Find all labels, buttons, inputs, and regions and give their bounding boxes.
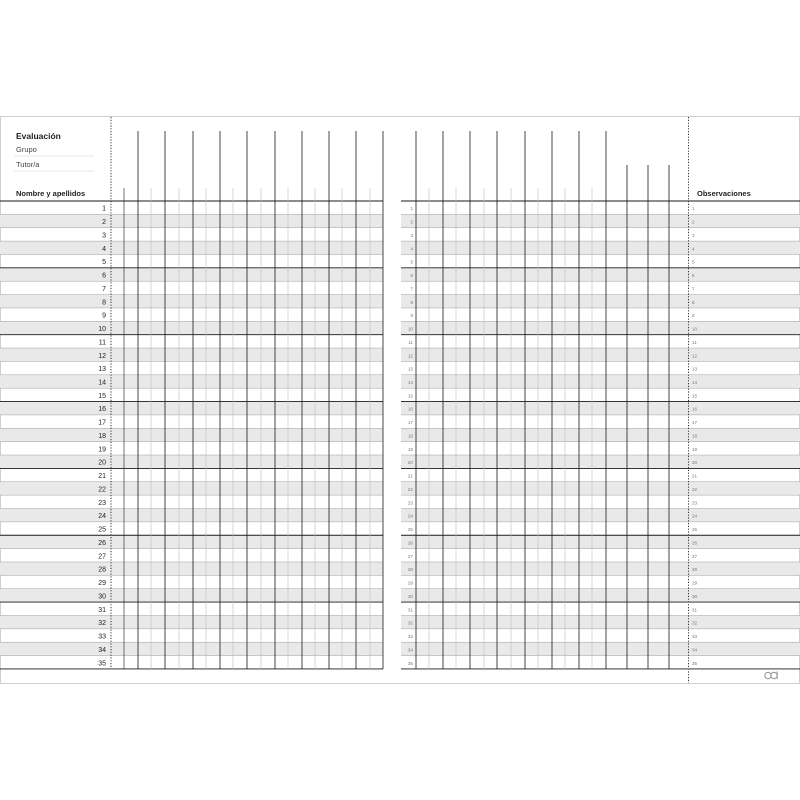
row-number-middle: 20: [407, 460, 413, 466]
row-number-observations: 11: [692, 339, 697, 345]
row-number-observations: 35: [692, 660, 698, 666]
row-number-middle: 28: [407, 567, 413, 573]
row-number-observations: 30: [692, 593, 698, 599]
row-number-left: 20: [98, 459, 106, 467]
row-stripe-right: [401, 589, 800, 602]
row-number-observations: 13: [692, 366, 698, 372]
row-stripe-left: [0, 321, 383, 334]
row-number-middle: 29: [407, 580, 413, 586]
row-stripe-right: [401, 402, 800, 415]
group-label: Grupo: [16, 145, 37, 154]
row-number-observations: 3: [692, 232, 695, 238]
row-number-left: 23: [98, 499, 106, 507]
row-number-observations: 10: [692, 326, 698, 332]
row-number-observations: 9: [692, 313, 695, 319]
page-title: Evaluación: [16, 131, 61, 141]
row-stripe-right: [401, 428, 800, 441]
row-number-observations: 16: [692, 406, 698, 412]
row-number-middle: 22: [407, 486, 413, 492]
row-number-left: 10: [98, 326, 106, 334]
row-number-middle: 13: [407, 366, 413, 372]
row-number-observations: 34: [692, 647, 698, 653]
row-stripe-right: [401, 321, 800, 334]
row-number-observations: 25: [692, 527, 698, 533]
row-number-left: 27: [98, 553, 106, 561]
row-number-observations: 2: [692, 219, 695, 225]
row-number-left: 19: [98, 446, 106, 454]
row-number-left: 14: [98, 379, 106, 387]
row-number-middle: 26: [407, 540, 413, 546]
row-stripe-right: [401, 241, 800, 254]
row-number-middle: 31: [407, 607, 413, 613]
row-stripes: [0, 214, 800, 655]
row-number-middle: 3: [410, 232, 413, 238]
row-stripe-left: [0, 642, 383, 655]
row-number-observations: 17: [692, 420, 698, 426]
row-number-left: 7: [102, 285, 106, 293]
row-number-middle: 15: [407, 393, 413, 399]
names-column-header: Nombre y apellidos: [16, 189, 86, 198]
row-number-left: 31: [98, 606, 106, 614]
row-number-middle: 7: [410, 286, 413, 292]
row-number-left: 21: [98, 473, 106, 481]
row-stripe-right: [401, 642, 800, 655]
row-number-middle: 27: [407, 553, 413, 559]
row-number-left: 33: [98, 633, 106, 641]
publisher-logo-icon: [765, 672, 777, 680]
row-stripe-right: [401, 615, 800, 628]
row-number-left: 24: [98, 513, 106, 521]
row-stripe-left: [0, 348, 383, 361]
row-stripe-right: [401, 535, 800, 548]
row-stripe-right: [401, 375, 800, 388]
row-number-left: 8: [102, 299, 106, 307]
row-stripe-left: [0, 268, 383, 281]
row-number-observations: 12: [692, 353, 698, 359]
row-number-observations: 23: [692, 500, 698, 506]
row-number-left: 18: [98, 432, 106, 440]
row-number-left: 17: [98, 419, 106, 427]
row-stripe-right: [401, 455, 800, 468]
row-number-middle: 2: [410, 219, 413, 225]
row-stripe-left: [0, 509, 383, 522]
row-number-observations: 19: [692, 446, 698, 452]
row-number-observations: 1: [692, 206, 695, 212]
row-number-middle: 18: [407, 433, 413, 439]
row-stripe-right: [401, 295, 800, 308]
row-stripe-left: [0, 214, 383, 227]
row-stripe-left: [0, 375, 383, 388]
row-number-middle: 30: [407, 593, 413, 599]
row-number-middle: 14: [407, 379, 413, 385]
row-number-middle: 1: [410, 206, 413, 212]
row-number-middle: 5: [410, 259, 413, 265]
row-stripe-right: [401, 348, 800, 361]
row-number-left: 26: [98, 539, 106, 547]
row-number-middle: 10: [407, 326, 413, 332]
row-number-observations: 26: [692, 540, 698, 546]
row-number-left: 3: [102, 232, 106, 240]
row-number-left: 25: [98, 526, 106, 534]
row-number-left: 6: [102, 272, 106, 280]
row-number-left: 35: [98, 660, 106, 668]
row-stripe-left: [0, 562, 383, 575]
row-number-observations: 4: [692, 246, 695, 252]
row-stripe-left: [0, 428, 383, 441]
row-stripe-left: [0, 455, 383, 468]
row-number-left: 15: [98, 392, 106, 400]
row-number-observations: 24: [692, 513, 698, 519]
row-number-observations: 15: [692, 393, 698, 399]
row-number-left: 28: [98, 566, 106, 574]
row-number-left: 12: [98, 352, 106, 360]
row-number-left: 2: [102, 219, 106, 227]
row-number-middle: 33: [407, 634, 413, 640]
row-number-middle: 6: [410, 273, 413, 279]
row-number-middle: 24: [407, 513, 413, 519]
row-number-middle: 9: [410, 313, 413, 319]
row-number-observations: 14: [692, 379, 698, 385]
row-number-left: 1: [102, 205, 106, 213]
row-number-middle: 25: [407, 527, 413, 533]
row-number-observations: 32: [692, 620, 698, 626]
row-number-middle: 12: [407, 353, 413, 359]
row-stripe-left: [0, 615, 383, 628]
row-number-left: 22: [98, 486, 106, 494]
row-number-middle: 34: [407, 647, 413, 653]
row-stripe-left: [0, 402, 383, 415]
row-number-middle: 35: [407, 660, 413, 666]
row-stripe-left: [0, 241, 383, 254]
row-number-observations: 21: [692, 473, 698, 479]
row-number-left: 29: [98, 580, 106, 588]
row-stripe-left: [0, 589, 383, 602]
row-stripe-right: [401, 214, 800, 227]
row-number-observations: 33: [692, 634, 698, 640]
row-number-left: 5: [102, 259, 106, 267]
row-stripe-left: [0, 295, 383, 308]
row-stripe-left: [0, 535, 383, 548]
row-number-observations: 20: [692, 460, 698, 466]
row-number-middle: 19: [407, 446, 413, 452]
row-stripe-right: [401, 482, 800, 495]
row-number-middle: 23: [407, 500, 413, 506]
row-number-observations: 18: [692, 433, 698, 439]
row-number-observations: 22: [692, 486, 698, 492]
row-number-left: 16: [98, 406, 106, 414]
row-stripe-right: [401, 562, 800, 575]
row-number-observations: 8: [692, 299, 695, 305]
row-number-middle: 8: [410, 299, 413, 305]
row-number-left: 11: [98, 339, 106, 347]
row-number-observations: 6: [692, 273, 695, 279]
row-number-observations: 7: [692, 286, 695, 292]
row-number-middle: 4: [410, 246, 413, 252]
row-number-middle: 32: [407, 620, 413, 626]
row-number-middle: 21: [407, 473, 413, 479]
row-number-middle: 11: [408, 339, 413, 345]
grid-lines: [0, 131, 800, 669]
row-number-observations: 27: [692, 553, 698, 559]
row-number-middle: 17: [407, 420, 413, 426]
observations-column-header: Observaciones: [697, 189, 751, 198]
row-number-observations: 28: [692, 567, 698, 573]
row-stripe-right: [401, 509, 800, 522]
row-number-left: 9: [102, 312, 106, 320]
row-number-left: 30: [98, 593, 106, 601]
row-number-left: 13: [98, 366, 106, 374]
row-number-left: 4: [102, 245, 106, 253]
row-number-middle: 16: [407, 406, 413, 412]
row-number-observations: 31: [692, 607, 698, 613]
row-number-observations: 5: [692, 259, 695, 265]
row-number-observations: 29: [692, 580, 698, 586]
tutor-label: Tutor/a: [16, 160, 40, 169]
row-number-left: 34: [98, 646, 106, 654]
row-stripe-right: [401, 268, 800, 281]
row-stripe-left: [0, 482, 383, 495]
row-number-left: 32: [98, 620, 106, 628]
